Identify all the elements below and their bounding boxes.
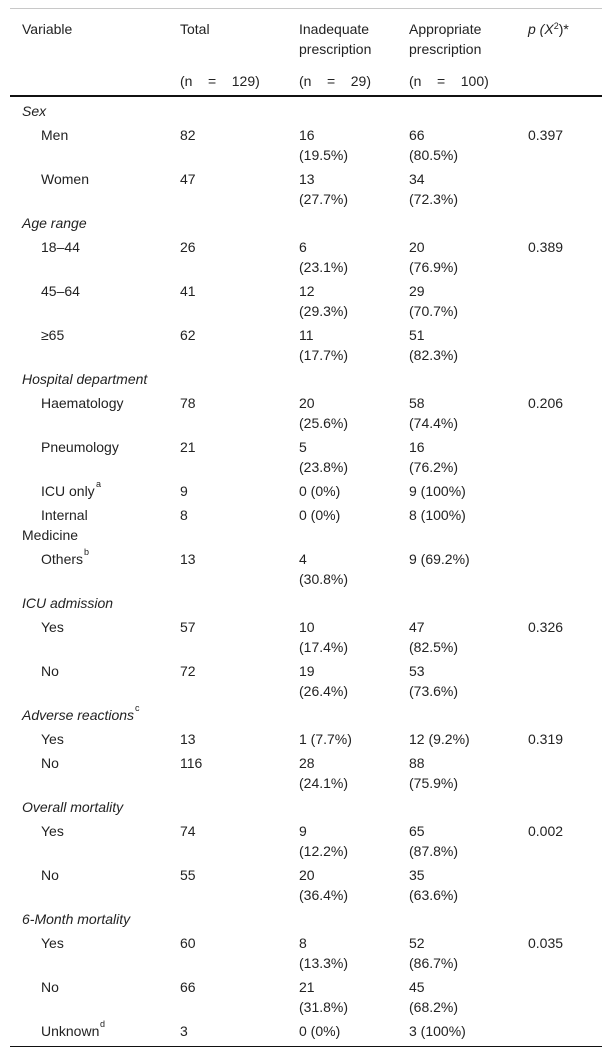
cell-appropriate: 58 <box>409 395 425 411</box>
table-row: Others b 13 4 (30.8%) 9 (69.2%) <box>41 547 470 587</box>
cell-appropriate: (70.7%) <box>409 303 459 319</box>
cell-inadequate: 12 <box>299 283 315 299</box>
cell-inadequate: (23.8%) <box>299 459 349 475</box>
cell-inadequate: (25.6%) <box>299 415 349 431</box>
row-label: 45–64 <box>41 283 80 299</box>
col-header-inadequate <box>299 19 371 59</box>
section-title: Adverse reactions <box>22 707 135 723</box>
cell-appropriate: (72.3%) <box>409 191 459 207</box>
cell-inadequate: (29.3%) <box>299 303 349 319</box>
section-title: Age range <box>22 215 87 231</box>
cell-appropriate: 88 <box>409 755 425 771</box>
cell-appropriate: 45 <box>409 979 425 995</box>
table-row <box>10 121 602 165</box>
cell-inadequate: 4 <box>299 551 307 567</box>
cell-inadequate: 6 <box>299 239 307 255</box>
cell-appropriate: 53 <box>409 663 425 679</box>
col-header-variable: Variable <box>22 21 73 37</box>
cell-total: 13 <box>180 731 196 747</box>
cell-p-value: 0.206 <box>528 395 564 411</box>
cell-appropriate: 66 <box>409 127 425 143</box>
cell-p-value: 0.319 <box>528 731 564 747</box>
section-header-row <box>10 793 602 817</box>
cell-total: 55 <box>180 867 196 883</box>
col-header-appropriate-line1: Appropriate <box>409 21 482 37</box>
cell-p-value: 0.397 <box>528 127 564 143</box>
section-header-row <box>10 365 602 389</box>
cell-inadequate: 20 <box>299 395 315 411</box>
cell-total: 13 <box>180 551 196 567</box>
row-label: No <box>41 663 59 679</box>
cell-total: 21 <box>180 439 196 455</box>
table-row: ICU only a 9 0 (0%) 9 (100%) <box>41 479 466 499</box>
cell-inadequate: 11 <box>299 327 314 343</box>
cell-total: 62 <box>180 327 196 343</box>
statistics-table <box>10 8 602 1041</box>
table-row <box>10 233 602 277</box>
table-row <box>10 929 602 973</box>
cell-inadequate: 5 <box>299 439 307 455</box>
cell-inadequate: (24.1%) <box>299 775 349 791</box>
cell-inadequate: (36.4%) <box>299 887 349 903</box>
cell-total: 74 <box>180 823 196 839</box>
table-row <box>10 861 602 905</box>
section-header-row <box>10 97 602 121</box>
table-bottom-rule <box>10 1046 602 1047</box>
cell-inadequate: (26.4%) <box>299 683 349 699</box>
row-label: Women <box>41 171 89 187</box>
cell-inadequate: (27.7%) <box>299 191 349 207</box>
cell-total: 72 <box>180 663 196 679</box>
cell-inadequate: (31.8%) <box>299 999 349 1015</box>
cell-appropriate: (76.2%) <box>409 459 459 475</box>
cell-appropriate: 8 (100%) <box>409 507 466 523</box>
cell-appropriate: 12 (9.2%) <box>409 731 470 747</box>
row-label: Yes <box>41 731 64 747</box>
cell-appropriate: 9 (100%) <box>409 483 466 499</box>
section-title: Sex <box>22 103 47 119</box>
col-header-p-value <box>528 19 569 39</box>
table-row <box>10 165 602 209</box>
n-total: (n = 129) <box>180 73 260 89</box>
p-suffix: )* <box>558 21 569 37</box>
cell-inadequate: (19.5%) <box>299 147 349 163</box>
cell-appropriate: (75.9%) <box>409 775 459 791</box>
table-row <box>10 389 602 433</box>
row-label: No <box>41 867 59 883</box>
cell-inadequate: 20 <box>299 867 315 883</box>
cell-inadequate: 9 <box>299 823 307 839</box>
cell-appropriate: 47 <box>409 619 425 635</box>
table-row <box>10 613 602 657</box>
cell-appropriate: 51 <box>409 327 425 343</box>
section-header-row <box>10 589 602 613</box>
n-inadequate: (n = 29) <box>299 73 371 89</box>
table-row <box>10 501 602 545</box>
cell-p-value: 0.326 <box>528 619 564 635</box>
cell-total: 8 <box>180 507 188 523</box>
row-label: No <box>41 755 59 771</box>
cell-appropriate: 9 (69.2%) <box>409 551 470 567</box>
table-row <box>10 973 602 1017</box>
row-label: ICU only <box>41 483 95 499</box>
cell-appropriate: (74.4%) <box>409 415 459 431</box>
cell-inadequate: (13.3%) <box>299 955 349 971</box>
cell-appropriate: (87.8%) <box>409 843 459 859</box>
table-row <box>10 321 602 365</box>
cell-inadequate: 0 (0%) <box>299 483 341 499</box>
cell-total: 66 <box>180 979 196 995</box>
cell-total: 3 <box>180 1023 188 1039</box>
cell-appropriate: 16 <box>409 439 425 455</box>
row-label: ≥65 <box>41 327 65 343</box>
section-title: 6-Month mortality <box>22 911 131 927</box>
cell-inadequate: (17.4%) <box>299 639 349 655</box>
cell-p-value: 0.035 <box>528 935 564 951</box>
cell-inadequate: (23.1%) <box>299 259 349 275</box>
row-label: Yes <box>41 823 64 839</box>
cell-p-value: 0.002 <box>528 823 564 839</box>
cell-inadequate: 13 <box>299 171 315 187</box>
cell-appropriate: (76.9%) <box>409 259 459 275</box>
cell-inadequate: 28 <box>299 755 315 771</box>
cell-appropriate: (63.6%) <box>409 887 459 903</box>
row-label: Men <box>41 127 69 143</box>
cell-appropriate: 20 <box>409 239 425 255</box>
cell-appropriate: (80.5%) <box>409 147 459 163</box>
cell-total: 116 <box>180 755 203 771</box>
cell-appropriate: 34 <box>409 171 425 187</box>
col-header-inadequate-line1: Inadequate <box>299 21 370 37</box>
cell-p-value: 0.389 <box>528 239 564 255</box>
cell-total: 78 <box>180 395 196 411</box>
cell-appropriate: (73.6%) <box>409 683 459 699</box>
cell-total: 82 <box>180 127 196 143</box>
row-label: Others <box>41 551 84 567</box>
cell-inadequate: 21 <box>299 979 315 995</box>
p-sup: 2 <box>553 21 559 31</box>
p-prefix: p ( <box>528 21 545 37</box>
cell-total: 41 <box>180 283 196 299</box>
cell-total: 26 <box>180 239 196 255</box>
cell-inadequate: 10 <box>299 619 315 635</box>
row-label: Unknown <box>41 1023 100 1039</box>
cell-appropriate: (82.5%) <box>409 639 459 655</box>
row-label: No <box>41 979 59 995</box>
cell-inadequate: (17.7%) <box>299 347 349 363</box>
row-label: Yes <box>41 619 64 635</box>
cell-appropriate: 65 <box>409 823 425 839</box>
cell-inadequate: 1 (7.7%) <box>299 731 352 747</box>
cell-appropriate: (68.2%) <box>409 999 459 1015</box>
table-row <box>10 817 602 861</box>
cell-appropriate: 3 (100%) <box>409 1023 466 1039</box>
row-label-continued: Medicine <box>22 527 79 543</box>
n-appropriate: (n = 100) <box>409 73 489 89</box>
cell-total: 57 <box>180 619 196 635</box>
col-header-appropriate <box>409 19 481 59</box>
section-title: ICU admission <box>22 595 114 611</box>
cell-appropriate: 35 <box>409 867 425 883</box>
cell-appropriate: 52 <box>409 935 425 951</box>
section-header-row <box>10 209 602 233</box>
cell-inadequate: 0 (0%) <box>299 507 341 523</box>
table-row <box>10 433 602 477</box>
row-label: 18–44 <box>41 239 80 255</box>
cell-total: 47 <box>180 171 196 187</box>
section-header-row: Adverse reactions c <box>22 703 140 723</box>
cell-inadequate: 8 <box>299 935 307 951</box>
col-header-inadequate-line2: prescription <box>299 41 372 57</box>
cell-inadequate: (12.2%) <box>299 843 349 859</box>
cell-inadequate: (30.8%) <box>299 571 349 587</box>
row-label: Yes <box>41 935 64 951</box>
table-row <box>10 657 602 701</box>
cell-total: 9 <box>180 483 188 499</box>
cell-appropriate: (82.3%) <box>409 347 459 363</box>
section-title: Hospital department <box>22 371 148 387</box>
table-row: Unknown d 3 0 (0%) 3 (100%) <box>41 1019 466 1039</box>
section-header-row <box>10 905 602 929</box>
table-row <box>10 277 602 321</box>
table-row <box>10 749 602 793</box>
row-label: Pneumology <box>41 439 119 455</box>
table-body <box>10 97 602 1041</box>
col-header-total: Total <box>180 21 210 37</box>
cell-inadequate: 16 <box>299 127 315 143</box>
cell-inadequate: 0 (0%) <box>299 1023 341 1039</box>
table-header <box>10 9 602 97</box>
cell-inadequate: 19 <box>299 663 315 679</box>
section-title: Overall mortality <box>22 799 124 815</box>
cell-appropriate: (86.7%) <box>409 955 459 971</box>
row-label: Haematology <box>41 395 124 411</box>
row-label: Internal <box>41 507 88 523</box>
cell-total: 60 <box>180 935 196 951</box>
cell-appropriate: 29 <box>409 283 425 299</box>
table-row <box>10 725 602 749</box>
p-x: X <box>544 21 554 37</box>
col-header-appropriate-line2: prescription <box>409 41 482 57</box>
